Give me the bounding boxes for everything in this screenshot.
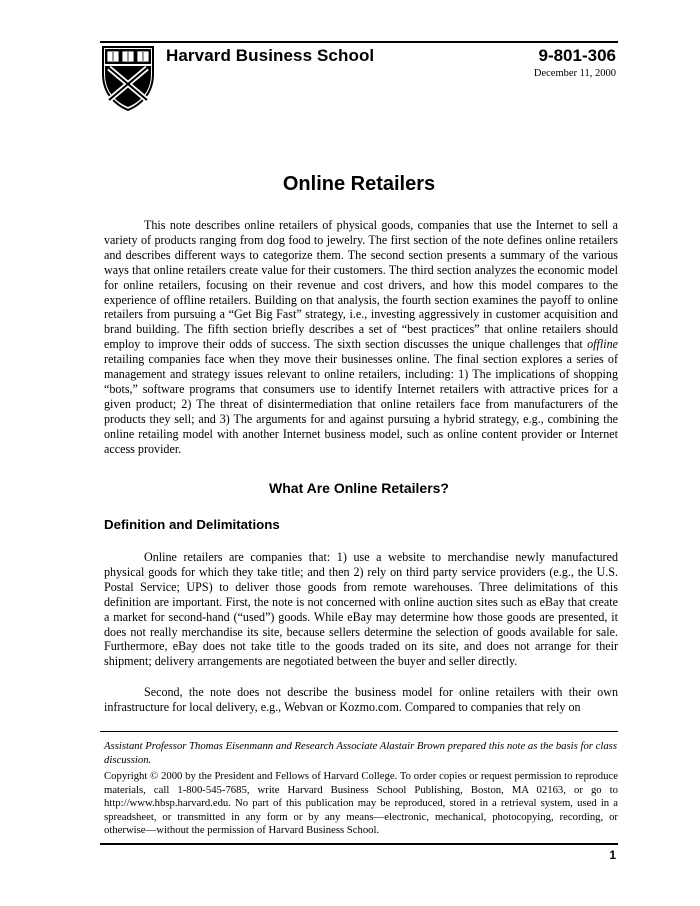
harvard-shield-icon (100, 44, 156, 112)
author-note: Assistant Professor Thomas Eisenmann and Research Associate Alastair Brown prepared this note as the basis for class discussion. (104, 740, 617, 766)
header-rule (100, 41, 618, 43)
body-paragraph: Second, the note does not describe the business model for online retailers with their own infrastructure for local delivery, e.g., Webvan or Kozmo.com. Compared to companies that rely on (104, 685, 618, 714)
subsection-heading: Definition and Delimitations (104, 517, 280, 532)
document-number: 9-801-306 (538, 46, 616, 65)
document-date: December 11, 2000 (533, 68, 616, 79)
footer-rule (100, 843, 618, 845)
footnote-rule (100, 731, 618, 732)
school-name: Harvard Business School (166, 46, 375, 65)
italic-emphasis: offline (587, 337, 618, 352)
section-heading: What Are Online Retailers? (269, 480, 449, 496)
page-title: Online Retailers (282, 173, 436, 195)
intro-paragraph: This note describes online retailers of physical goods, companies that use the Internet to sell a variety of products ranging from dog food to jewelry. The first section of the note defines online retailers and describes different ways to categorize them. The second section presents a summary of the various ways that online retailers create value for their customers. The third section analyzes the economic model for online retailers, focusing on their revenue and cost drivers, and how this model compares to the experience of offline retailers. Building on that analysis, the fourth section examines the payoff to online retailers from pursuing a “Get Big Fast” strategy, i.e., investing aggressively in customer acquisition and brand building. The fifth section briefly describes a set of “best practices” that online retailers should employ to improve their odds of success. The sixth section discusses the unique challenges that offline retailing companies face when they move their businesses online. The final section explores a series of management and strategy issues relevant to online retailers, including: 1) The implications of shopping “bots,” software programs that consumers use to identify Internet retailers with attractive prices for a given product; 2) The threat of disintermediation that online retailers face from manufacturers of the products they sell; and 3) The arguments for and against pursuing a hybrid strategy, e.g., combining the online retailing model with another Internet business model, such as online content provider or Internet access provider. (104, 218, 618, 456)
copyright-notice: Copyright © 2000 by the President and Fellows of Harvard College. To order copies or request permission to reproduce materials, call 1-800-545-7685, write Harvard Business School Publishing, Boston, MA 02163, or go to http://www.hbsp.harvard.edu. No part of this publication may be reproduced, stored in a retrieval system, used in a spreadsheet, or transmitted in any form or by any means—electronic, mechanical, photocopying, recording, or otherwise—without the permission of Harvard Business School. (104, 770, 618, 837)
page-number: 1 (609, 848, 616, 862)
body-paragraph: Online retailers are companies that: 1) use a website to merchandise newly manufactured physical goods for which they take title; and then 2) rely on third party service providers (e.g., the U.S. Postal Service; UPS) to deliver those goods from remote warehouses. Three delimitations of this definition are important. First, the note is not concerned with online auction sites such as eBay that create a market for second-hand (“used”) goods. While eBay may determine how those goods are presented, it does not really merchandise its site, because sellers determine the selection of goods available for sale. Furthermore, eBay does not take title to the goods traded on its site, and does not arrange for their shipment; delivery arrangements are negotiated between the buyer and seller directly. (104, 550, 618, 669)
